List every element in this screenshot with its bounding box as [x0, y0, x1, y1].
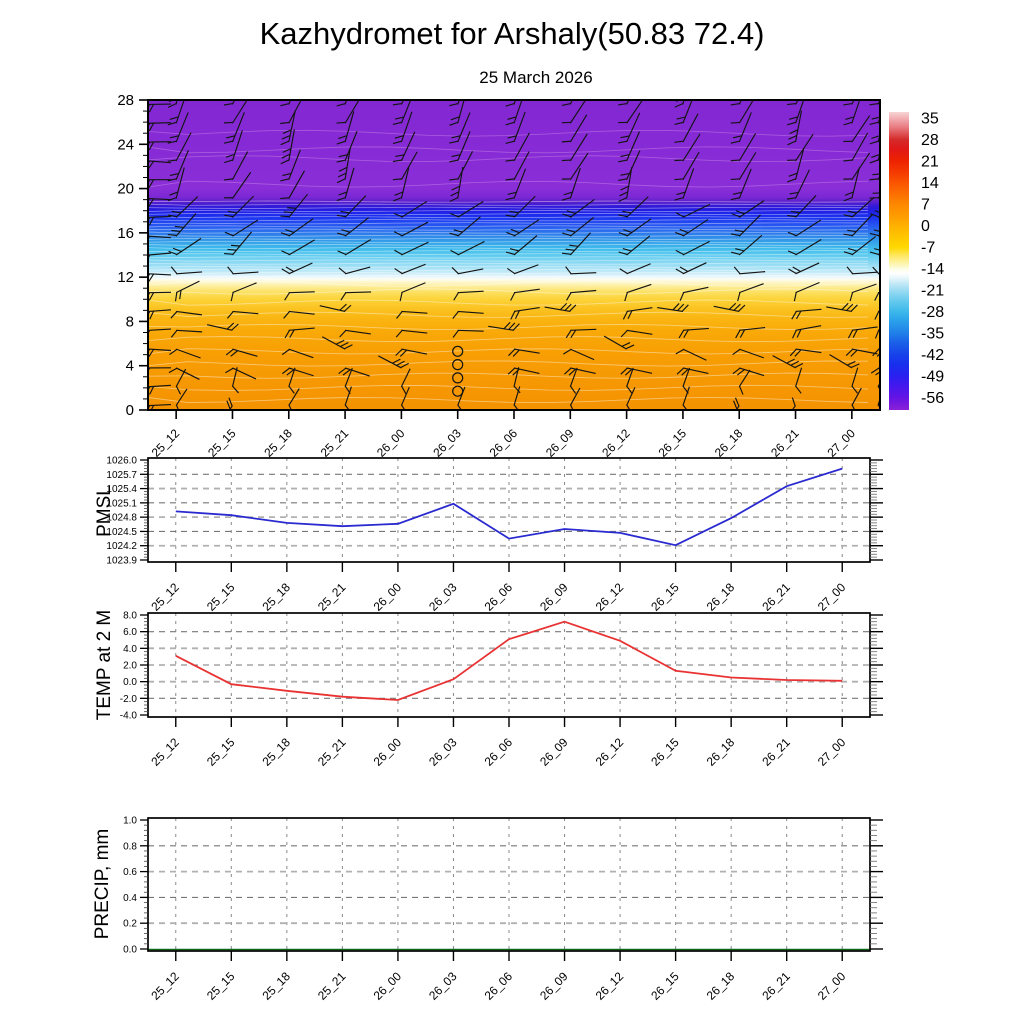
svg-text:25_21: 25_21 — [315, 969, 349, 1003]
svg-text:26_15: 26_15 — [655, 426, 690, 460]
svg-text:-49: -49 — [921, 368, 945, 386]
svg-text:25_15: 25_15 — [203, 969, 238, 1003]
svg-text:-7: -7 — [921, 239, 936, 257]
svg-text:1024.5: 1024.5 — [106, 526, 137, 538]
svg-text:25_18: 25_18 — [259, 969, 293, 1003]
svg-text:0.6: 0.6 — [123, 867, 137, 879]
svg-text:25_18: 25_18 — [259, 735, 293, 769]
svg-text:25_15: 25_15 — [203, 580, 238, 614]
svg-text:27_00: 27_00 — [814, 580, 849, 614]
svg-text:26_18: 26_18 — [703, 969, 738, 1003]
svg-text:0.0: 0.0 — [123, 944, 137, 956]
svg-text:26_12: 26_12 — [599, 426, 633, 460]
svg-text:25_21: 25_21 — [315, 735, 349, 769]
svg-text:26_12: 26_12 — [592, 580, 627, 614]
svg-text:25_21: 25_21 — [315, 580, 349, 614]
svg-text:-2.0: -2.0 — [119, 693, 137, 705]
svg-text:1023.9: 1023.9 — [106, 555, 137, 567]
svg-text:27_00: 27_00 — [814, 969, 849, 1003]
svg-text:16: 16 — [117, 224, 134, 242]
svg-text:28: 28 — [117, 92, 134, 109]
svg-text:26_12: 26_12 — [592, 735, 627, 769]
svg-text:1.0: 1.0 — [123, 815, 137, 827]
svg-text:0.8: 0.8 — [123, 841, 137, 853]
svg-text:26_21: 26_21 — [759, 580, 793, 614]
svg-text:26_00: 26_00 — [370, 735, 405, 769]
svg-text:1025.7: 1025.7 — [106, 469, 137, 481]
svg-text:21: 21 — [921, 153, 939, 171]
svg-text:4: 4 — [125, 357, 134, 375]
svg-text:-35: -35 — [921, 325, 945, 343]
svg-text:1026.0: 1026.0 — [106, 455, 137, 467]
svg-text:26_00: 26_00 — [374, 426, 408, 460]
svg-text:26_09: 26_09 — [542, 426, 577, 460]
pmsl-axis-title: PMSL — [94, 485, 115, 537]
page-title: Kazhydromet for Arshaly(50.83 72.4) — [259, 16, 765, 51]
date-subtitle: 25 March 2026 — [479, 68, 593, 87]
svg-text:24: 24 — [117, 136, 134, 154]
svg-text:0: 0 — [125, 402, 134, 419]
svg-text:27_00: 27_00 — [814, 735, 849, 769]
svg-text:0.4: 0.4 — [123, 892, 137, 904]
svg-text:26_09: 26_09 — [537, 735, 571, 769]
svg-text:25_18: 25_18 — [261, 426, 295, 460]
svg-text:26_03: 26_03 — [426, 735, 460, 769]
svg-text:28: 28 — [921, 132, 939, 150]
svg-text:27_00: 27_00 — [824, 426, 858, 460]
svg-text:25_15: 25_15 — [203, 735, 238, 769]
svg-text:26_15: 26_15 — [648, 735, 682, 769]
svg-text:26_18: 26_18 — [711, 426, 746, 460]
wind-profile-chart — [117, 73, 903, 460]
precip-chart — [123, 816, 883, 1003]
svg-text:-28: -28 — [921, 304, 945, 322]
svg-text:26_15: 26_15 — [648, 580, 682, 614]
temp-axis-title: TEMP at 2 M — [94, 609, 115, 721]
pmsl-chart — [106, 456, 883, 614]
svg-text:26_06: 26_06 — [481, 969, 516, 1003]
svg-text:-14: -14 — [921, 261, 945, 279]
svg-text:26_00: 26_00 — [370, 969, 405, 1003]
svg-text:1025.1: 1025.1 — [106, 498, 137, 510]
svg-text:25_12: 25_12 — [148, 969, 182, 1003]
svg-text:14: 14 — [921, 175, 939, 193]
svg-text:25_18: 25_18 — [259, 580, 293, 614]
svg-text:-42: -42 — [921, 347, 945, 365]
svg-text:1025.4: 1025.4 — [106, 484, 137, 496]
svg-text:25_12: 25_12 — [148, 426, 183, 460]
svg-text:26_18: 26_18 — [703, 580, 738, 614]
svg-text:26_06: 26_06 — [481, 735, 516, 769]
svg-text:26_03: 26_03 — [426, 580, 460, 614]
svg-text:26_15: 26_15 — [648, 969, 682, 1003]
svg-text:26_21: 26_21 — [759, 969, 793, 1003]
svg-text:25_21: 25_21 — [317, 426, 352, 460]
svg-text:4.0: 4.0 — [123, 643, 137, 655]
svg-text:26_21: 26_21 — [759, 735, 793, 769]
svg-text:12: 12 — [117, 269, 134, 287]
svg-text:25_12: 25_12 — [148, 580, 182, 614]
svg-text:8: 8 — [125, 313, 134, 331]
svg-text:7: 7 — [921, 196, 930, 214]
temp-chart-series — [176, 622, 842, 700]
svg-text:26_06: 26_06 — [486, 426, 521, 460]
svg-text:-21: -21 — [921, 282, 945, 300]
svg-text:26_03: 26_03 — [430, 426, 464, 460]
precip-axis-title: PRECIP, mm — [92, 828, 113, 940]
svg-text:26_00: 26_00 — [370, 580, 405, 614]
svg-text:26_03: 26_03 — [426, 969, 460, 1003]
svg-text:26_18: 26_18 — [703, 735, 738, 769]
svg-text:8.0: 8.0 — [123, 610, 137, 622]
svg-text:0.0: 0.0 — [123, 677, 137, 689]
svg-text:0.2: 0.2 — [123, 918, 137, 930]
svg-text:25_15: 25_15 — [205, 426, 239, 460]
svg-text:0: 0 — [921, 218, 930, 236]
svg-text:1024.2: 1024.2 — [106, 541, 137, 553]
svg-text:25_12: 25_12 — [148, 735, 182, 769]
temperature-colorbar — [889, 111, 944, 410]
svg-text:-56: -56 — [921, 390, 945, 408]
svg-text:1024.8: 1024.8 — [106, 512, 137, 524]
svg-text:2.0: 2.0 — [123, 660, 137, 672]
svg-text:26_09: 26_09 — [537, 969, 571, 1003]
temp-chart — [120, 611, 883, 769]
svg-text:6.0: 6.0 — [123, 627, 137, 639]
svg-text:35: 35 — [921, 110, 939, 128]
svg-text:26_21: 26_21 — [768, 426, 802, 460]
svg-text:26_12: 26_12 — [592, 969, 627, 1003]
svg-text:20: 20 — [117, 180, 134, 198]
svg-text:26_06: 26_06 — [481, 580, 516, 614]
svg-text:26_09: 26_09 — [537, 580, 571, 614]
svg-text:-4.0: -4.0 — [119, 710, 137, 722]
